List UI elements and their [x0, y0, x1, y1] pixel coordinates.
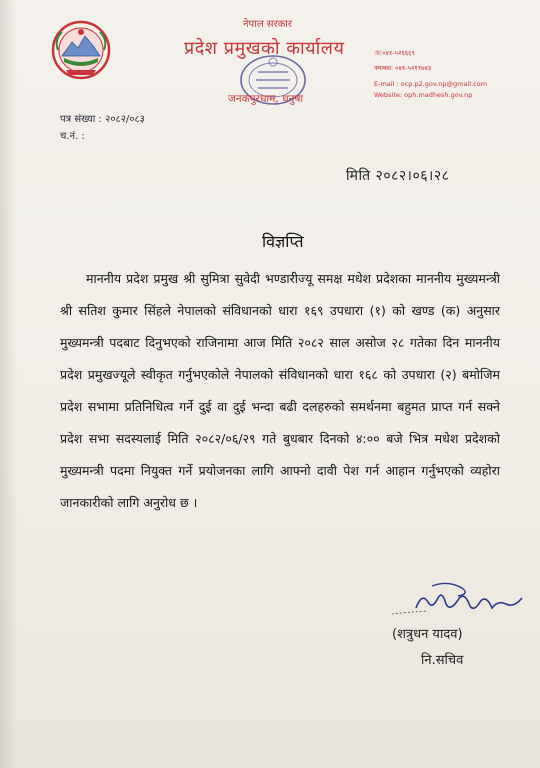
letter-number: पत्र संख्या : २०८२/०८३ [60, 114, 145, 125]
office-address: जनकपुरधाम, धनुषा [228, 93, 304, 105]
page-shadow [0, 0, 18, 768]
handwritten-signature [388, 578, 528, 622]
office-name: प्रदेश प्रमुखको कार्यालय [184, 38, 345, 59]
signatory-name: (शत्रुधन यादव) [392, 627, 463, 642]
signatory-designation: नि.सचिव [421, 653, 464, 668]
phone-number: ☏०४१-५२६६६९ [374, 49, 415, 57]
letter-date: मिति २०८२।०६।२८ [346, 168, 450, 184]
nepal-emblem-logo [50, 20, 112, 80]
fax-number: फ्याक्स: ०४१-५२११७४३ [374, 64, 432, 72]
dispatch-number: च.नं. : [60, 131, 85, 142]
website-address: Website: oph.madhesh.gov.np [374, 91, 473, 99]
government-label: नेपाल सरकार [243, 19, 292, 30]
notice-title: विज्ञप्ति [262, 232, 304, 251]
notice-body: माननीय प्रदेश प्रमुख श्री सुमित्रा सुवेदी भण्डारीज्यू समक्ष मधेश प्रदेशका माननीय मुख्यमन्त्री श्री सतिश कुमार सिंहले नेपालको संविधानको धारा १६९ उपधारा (१) को खण्ड (क) अनुसार मुख्यमन्त्री पदबाट दिनुभएको राजिनामा आज मिति २०८२ साल असोज २८ गतेका दिन माननीय प्रदेश प्रमुखज्यूले स्वीकृत गर्नुभएकोले नेपालको संविधानको धारा १६८ को उपधारा (२) बमोजिम प्रदेश सभामा प्रतिनिधित्व गर्ने दुई वा दुई भन्दा बढी दलहरुको समर्थनमा बहुमत प्राप्त गर्न सक्ने प्रदेश सभा सदस्यलाई मिति २०८२/०६/२९ गते बुधबार दिनको ४:०० बजे भित्र मधेश प्रदेशको मुख्यमन्त्री पदमा नियुक्त गर्ने प्रयोजनका लागि आफ्नो दावी पेश गर्न आहान गर्नुभएको व्यहोरा जानकारीको लागि अनुरोध छ । [60, 271, 500, 510]
email-address: E-mail : ocp.p2.gov.np@gmail.com [374, 80, 488, 88]
